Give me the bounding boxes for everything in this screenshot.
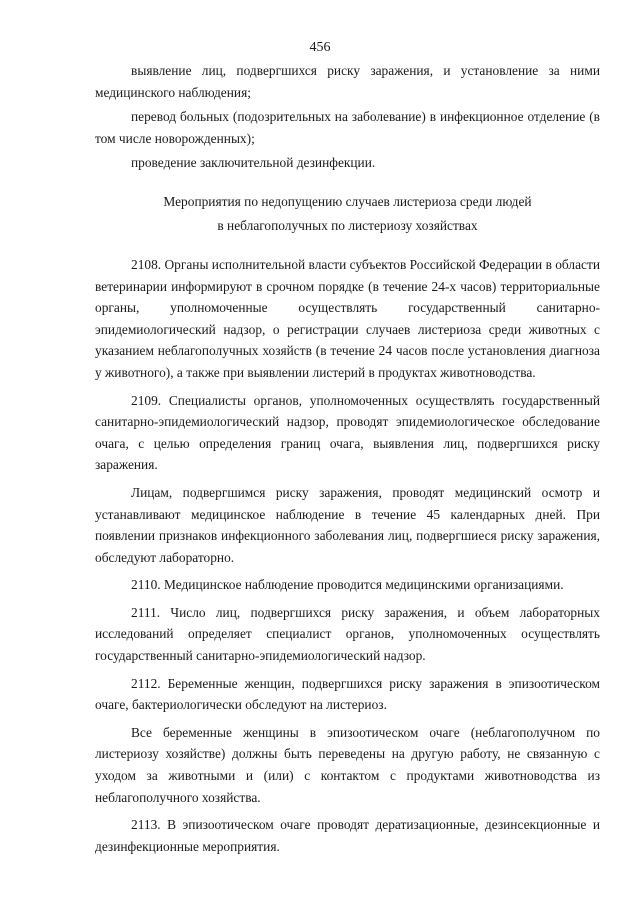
- paragraph-2110: 2110. Медицинское наблюдение проводится медицинскими организациями.: [131, 577, 564, 593]
- paragraph-top-1: выявление лиц, подвергшихся риску заражения, и установление за ними медицинского наблюдения;: [95, 63, 600, 100]
- paragraph-2109-contacts: Лицам, подвергшимся риску заражения, проводят медицинский осмотр и устанавливают медицинское наблюдение в течение 45 календарных дней. При появлении признаков инфекционного заболевания лиц, подвергшиеся риску заражения, обследуют лабораторно.: [95, 484, 600, 565]
- document-body: [95, 60, 600, 857]
- section-heading-line-2: в неблагополучных по листериозу хозяйствах: [217, 217, 478, 233]
- section-heading-line-1: Мероприятия по недопущению случаев листериоза среди людей: [163, 193, 532, 209]
- paragraph-top-2: перевод больных (подозрительных на заболевание) в инфекционное отделение (в том числе новорожденных);: [95, 109, 600, 146]
- section-heading: [95, 190, 600, 238]
- page-number: 456: [309, 40, 331, 55]
- paragraph-2111: 2111. Число лиц, подвергшихся риску заражения, и объем лабораторных исследований определяет специалист органов, уполномоченных осуществлять государственный санитарно-эпидемиологический надзор.: [95, 604, 600, 664]
- paragraph-2112-pregnant: Все беременные женщины в эпизоотическом очаге (неблагополучном по листериозу хозяйстве) должны быть переведены на другую работу, не связанную с уходом за животными и (или) с контактом с продуктами животноводства из неблагополучного хозяйства.: [95, 724, 600, 805]
- paragraph-2108: 2108. Органы исполнительной власти субъектов Российской Федерации в области ветеринарии информируют в срочном порядке (в течение 24-х часов) территориальные органы, уполномоченные осуществлять государственный санитарно-эпидемиологический надзор, о регистрации случаев листериоза среди животных с указанием неблагополучных хозяйств (в течение 24 часов после установления диагноза у животного), а также при выявлении листерий в продуктах животноводства.: [95, 256, 600, 380]
- paragraph-top-3: проведение заключительной дезинфекции.: [131, 155, 376, 171]
- paragraph-2112: 2112. Беременные женщин, подвергшихся риску заражения в эпизоотическом очаге, бактериологически обследуют на листериоз.: [95, 675, 600, 713]
- paragraph-2109: 2109. Специалисты органов, уполномоченных осуществлять государственный санитарно-эпидемиологический надзор, проводят эпидемиологическое обследование очага, с целью определения границ очага, выявления лиц, подвергшихся риску заражения.: [95, 392, 600, 473]
- paragraph-2113: 2113. В эпизоотическом очаге проводят дератизационные, дезинсекционные и дезинфекционные мероприятия.: [95, 817, 600, 854]
